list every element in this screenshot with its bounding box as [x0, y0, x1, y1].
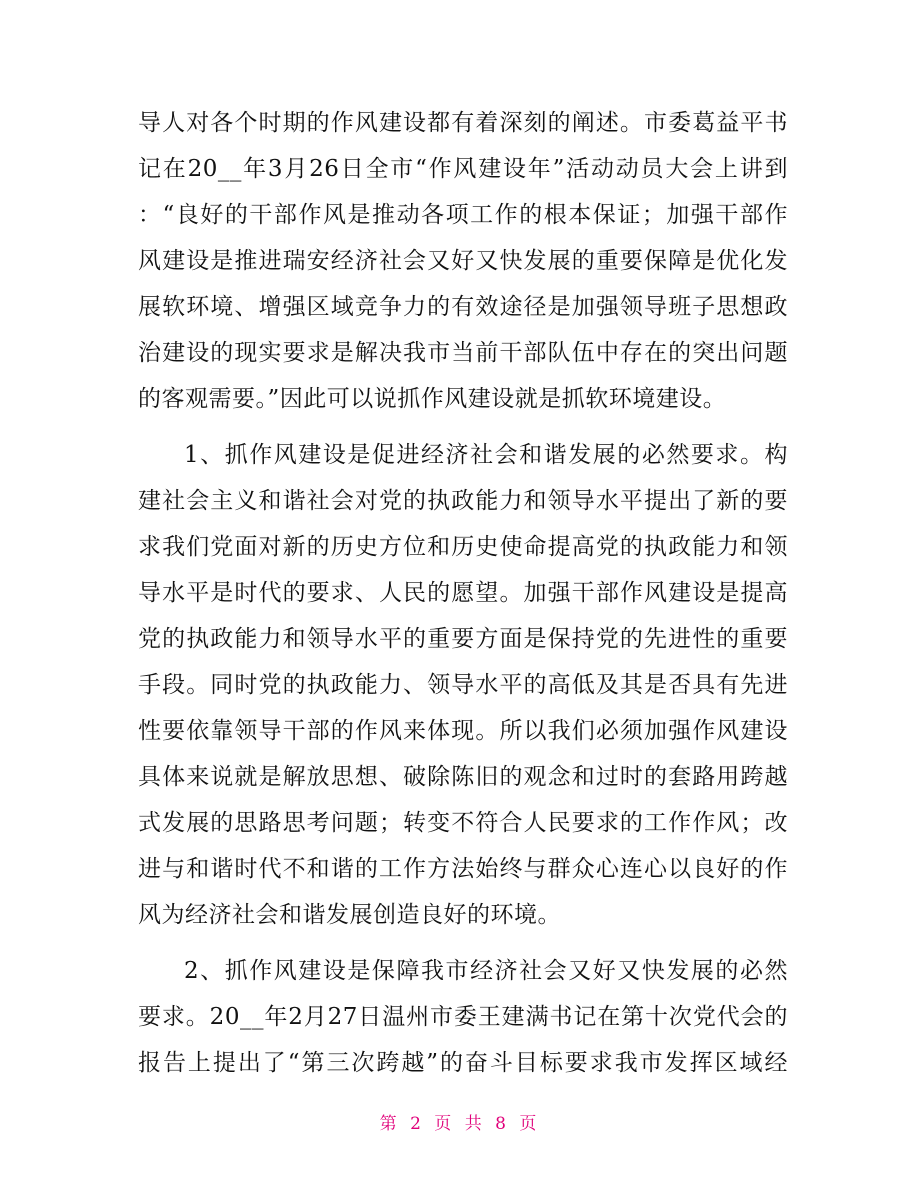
text-line: 党的执政能力和领导水平的重要方面是保持党的先进性的重要 — [138, 626, 788, 652]
text-line: 导水平是时代的要求、人民的愿望。加强干部作风建设是提高 — [138, 580, 788, 606]
text-line: 导人对各个时期的作风建设都有着深刻的阐述。市委葛益平书 — [138, 110, 788, 136]
text-line: 求我们党面对新的历史方位和历史使命提高党的执政能力和领 — [138, 534, 788, 560]
text-line: 展软环境、增强区域竞争力的有效途径是加强领导班子思想政 — [138, 294, 788, 320]
document-body — [138, 100, 788, 1086]
text-line: 治建设的现实要求是解决我市当前干部队伍中存在的突出问题 — [138, 340, 788, 366]
text-line: 手段。同时党的执政能力、领导水平的高低及其是否具有先进 — [138, 672, 788, 698]
text-line: 报告上提出了“第三次跨越”的奋斗目标要求我市发挥区域经 — [138, 1050, 788, 1076]
paragraph-3 — [138, 948, 788, 1086]
paragraph-gap — [138, 422, 788, 432]
text-line: 具体来说就是解放思想、破除陈旧的观念和过时的套路用跨越 — [138, 764, 788, 790]
text-line: 式发展的思路思考问题；转变不符合人民要求的工作作风；改 — [138, 810, 788, 836]
text-line: 进与和谐时代不和谐的工作方法始终与群众心连心以良好的作 — [138, 856, 788, 882]
text-line: 风建设是推进瑞安经济社会又好又快发展的重要保障是优化发 — [138, 248, 788, 274]
text-line: 风为经济社会和谐发展创造良好的环境。 — [138, 902, 561, 928]
text-line: 性要依靠领导干部的作风来体现。所以我们必须加强作风建设 — [138, 718, 788, 744]
text-line: ：“良好的干部作风是推动各项工作的根本保证；加强干部作 — [138, 202, 788, 228]
page-number-footer: 第 2 页 共 8 页 — [379, 1114, 541, 1134]
text-line: 的客观需要。”因此可以说抓作风建设就是抓软环境建设。 — [138, 386, 727, 412]
paragraph-2 — [138, 432, 788, 938]
text-line: 2、抓作风建设是保障我市经济社会又好又快发展的必然 — [184, 958, 788, 984]
text-line: 要求。20__年2月27日温州市委王建满书记在第十次党代会的 — [138, 1004, 788, 1030]
text-line: 1、抓作风建设是促进经济社会和谐发展的必然要求。构 — [184, 442, 788, 468]
text-line: 建社会主义和谐社会对党的执政能力和领导水平提出了新的要 — [138, 488, 788, 514]
paragraph-1 — [138, 100, 788, 422]
paragraph-gap — [138, 938, 788, 948]
text-line: 记在20__年3月26日全市“作风建设年”活动动员大会上讲到 — [138, 156, 788, 182]
